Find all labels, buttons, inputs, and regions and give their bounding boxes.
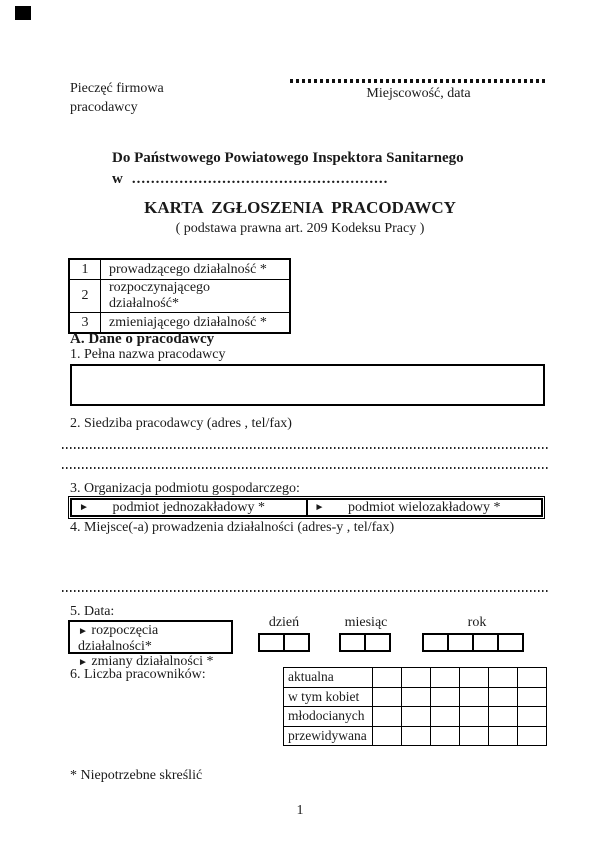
place-date-label: Miejscowość, data <box>366 86 471 101</box>
footnote: * Niepotrzebne skreślić <box>70 768 203 783</box>
month-digit-cell <box>339 633 366 652</box>
month-label: miesiąc <box>344 615 388 630</box>
year-digit-cell <box>422 633 449 652</box>
row-label: rozpoczynającego działalność* <box>101 280 291 313</box>
employer-type-table <box>68 258 291 334</box>
write-in-line <box>62 467 549 469</box>
option-label: podmiot wielozakładowy * <box>348 500 501 515</box>
question-1-label: 1. Pełna nazwa pracodawcy <box>70 347 226 362</box>
row-number: 3 <box>69 313 101 334</box>
month-digit-cell <box>364 633 391 652</box>
section-a-heading: A. Dane o pracodawcy <box>70 331 215 347</box>
row-label: aktualna <box>284 668 373 688</box>
employer-name-field <box>70 364 545 406</box>
day-digit-cell <box>283 633 310 652</box>
table-row <box>284 668 547 688</box>
stamp-line-2: pracodawcy <box>70 100 138 115</box>
row-label: młodocianych <box>284 707 373 727</box>
form-title: KARTA ZGŁOSZENIA PRACODAWCY <box>144 198 456 217</box>
date-type-options-box <box>68 620 233 669</box>
stamp-label <box>70 79 164 117</box>
corner-mark <box>15 6 31 20</box>
workers-count-table <box>283 667 547 746</box>
addressee-city-line <box>112 169 464 190</box>
place-date-dotted-line <box>290 79 547 83</box>
question-4-label: 4. Miejsce(-a) prowadzenia działalności (adres-y , tel/fax) <box>70 520 395 535</box>
date-month-group <box>339 615 393 652</box>
right-pointer-icon: ► <box>79 502 89 513</box>
addressee-block <box>112 148 464 190</box>
date-day-group <box>258 615 310 652</box>
table-row <box>284 687 547 707</box>
date-option-start <box>78 623 231 654</box>
table-row <box>284 726 547 746</box>
write-in-line <box>62 447 549 449</box>
question-3-label: 3. Organizacja podmiotu gospodarczego: <box>70 481 300 496</box>
day-label: dzień <box>268 615 300 630</box>
date-year-group <box>422 615 532 652</box>
form-subtitle: ( podstawa prawna art. 209 Kodeksu Pracy ) <box>175 221 425 236</box>
table-row <box>69 259 290 280</box>
row-label: przewidywana <box>284 726 373 746</box>
row-label: prowadzącego działalność * <box>101 259 291 280</box>
option-multi-plant <box>306 500 542 515</box>
year-label: rok <box>467 615 487 630</box>
right-pointer-icon: ► <box>314 502 325 513</box>
year-digit-cell <box>472 633 499 652</box>
table-row <box>69 280 290 313</box>
table-row <box>69 313 290 334</box>
row-number: 2 <box>69 280 101 313</box>
row-label: w tym kobiet <box>284 687 373 707</box>
option-label: zmiany działalności * <box>91 654 214 669</box>
question-5-label: 5. Data: <box>70 604 115 619</box>
addressee-prefix: w <box>112 171 123 187</box>
page-number: 1 <box>296 803 304 818</box>
year-digit-cell <box>447 633 474 652</box>
option-label: podmiot jednozakładowy * <box>112 500 265 515</box>
addressee-fill-dots: ...................................................... <box>131 171 389 187</box>
row-label: zmieniającego działalność * <box>101 313 291 334</box>
question-2-label: 2. Siedziba pracodawcy (adres , tel/fax) <box>70 416 292 431</box>
organization-options-table <box>68 496 545 519</box>
option-label: rozpoczęcia działalności* <box>78 623 159 654</box>
table-row <box>284 707 547 727</box>
write-in-line <box>62 590 549 592</box>
option-single-plant <box>72 500 306 515</box>
addressee-line: Do Państwowego Powiatowego Inspektora Sanitarnego <box>112 150 464 166</box>
right-pointer-icon: ► <box>78 626 88 637</box>
right-pointer-icon: ► <box>78 657 88 668</box>
row-number: 1 <box>69 259 101 280</box>
question-6-label: 6. Liczba pracowników: <box>70 667 206 682</box>
year-digit-cell <box>497 633 524 652</box>
stamp-line-1: Pieczęć firmowa <box>70 81 164 96</box>
day-digit-cell <box>258 633 285 652</box>
